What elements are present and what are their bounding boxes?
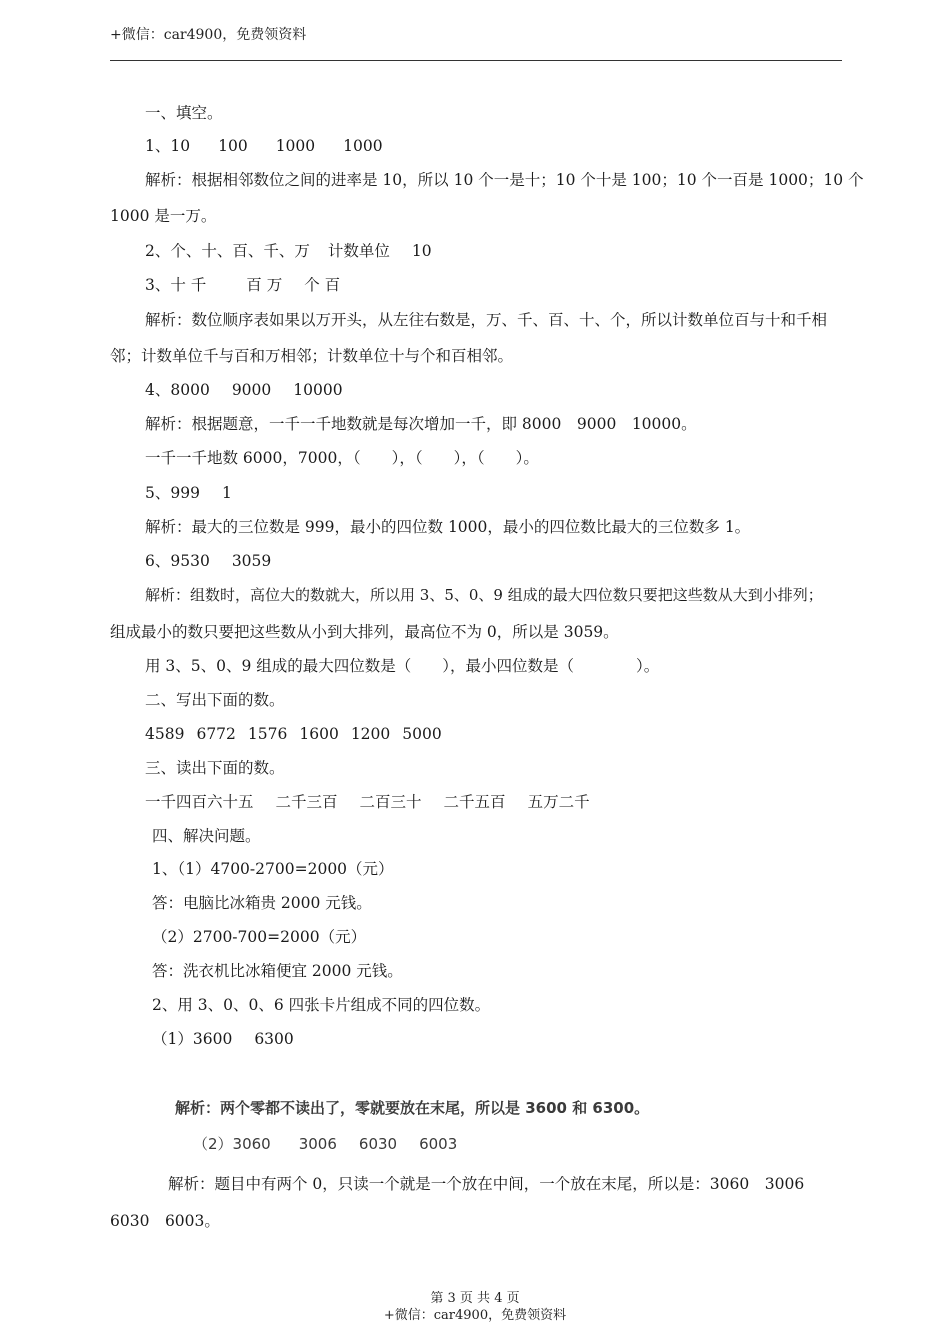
problem-2-answer-2-b: 3006 bbox=[298, 1135, 337, 1153]
problem-2-title: 2、用 3、0、0、6 四张卡片组成不同的四位数。 bbox=[152, 996, 491, 1014]
header-text: +微信：car4900，免费领资料 bbox=[110, 27, 307, 43]
section-4-title: 四、解决问题。 bbox=[152, 827, 261, 845]
explanation-3-line-2: 邻；计数单位千与百和万相邻；计数单位十与个和百相邻。 bbox=[110, 347, 514, 365]
explanation-4: 解析：根据题意，一千一千地数就是每次增加一千，即 8000 9000 10000。 bbox=[145, 415, 697, 433]
problem-2-answer-1 bbox=[152, 1029, 294, 1049]
answer-5-part-a: 5、999 bbox=[145, 484, 200, 502]
explanation-1-line-1: 解析：根据相邻数位之间的进率是 10，所以 10 个一是十；10 个十是 100；10 个一百是 1000；10 个 bbox=[145, 171, 864, 189]
header-divider bbox=[110, 60, 842, 61]
answer-2-part-b: 计数单位 bbox=[327, 242, 390, 260]
answer-1-part-d: 1000 bbox=[343, 137, 383, 155]
footer-text: +微信：car4900，免费领资料 bbox=[383, 1308, 567, 1323]
answer-2-part-a: 2、个、十、百、千、万 bbox=[145, 242, 310, 260]
section-3-title: 三、读出下面的数。 bbox=[145, 759, 285, 777]
answer-6-part-a: 6、9530 bbox=[145, 552, 210, 570]
answer-1 bbox=[145, 136, 383, 156]
answer-2-part-c: 10 bbox=[411, 242, 432, 260]
problem-2-explanation-2-line-2: 6030 6003。 bbox=[110, 1212, 220, 1230]
answer-4-part-c: 10000 bbox=[293, 381, 343, 399]
answer-1-part-a: 1、10 bbox=[145, 137, 191, 155]
answer-3-part-a: 3、十 千 bbox=[145, 276, 207, 294]
explanation-6-line-1: 解析：组数时，高位大的数就大，所以用 3、5、0、9 组成的最大四位数只要把这些数从大到小排列； bbox=[145, 586, 823, 604]
problem-2-answer-2-c: 6030 bbox=[358, 1135, 398, 1153]
answer-2 bbox=[145, 241, 432, 261]
explanation-1-line-2: 1000 是一万。 bbox=[110, 207, 217, 225]
problem-2-answer-2-a: （2）3060 bbox=[193, 1135, 271, 1153]
problem-2-answer-1-b: 6300 bbox=[254, 1030, 294, 1048]
answer-6 bbox=[145, 551, 271, 571]
answer-4-part-a: 4、8000 bbox=[145, 381, 210, 399]
answer-1-part-c: 1000 bbox=[275, 137, 316, 155]
problem-2-answer-2 bbox=[193, 1134, 457, 1154]
answer-5 bbox=[145, 483, 232, 503]
explanation-5: 解析：最大的三位数是 999，最小的四位数 1000，最小的四位数比最大的三位数多 1。 bbox=[145, 518, 751, 536]
word-item: 二百三十 bbox=[359, 793, 422, 811]
problem-1-answer-1: 答：电脑比冰箱贵 2000 元钱。 bbox=[152, 894, 372, 912]
word-item: 一千四百六十五 bbox=[145, 793, 254, 811]
exercise-4-extra: 一千一千地数 6000，7000，（ ），（ ），（ ）。 bbox=[145, 449, 539, 467]
page-number: 第 3 页 共 4 页 bbox=[430, 1291, 520, 1306]
exercise-6-extra: 用 3、5、0、9 组成的最大四位数是（ ），最小四位数是（ ）。 bbox=[145, 657, 660, 675]
word-item: 五万二千 bbox=[527, 793, 590, 811]
answer-3-part-c: 个 百 bbox=[304, 276, 341, 294]
word-item: 二千五百 bbox=[443, 793, 506, 811]
section-3-words bbox=[145, 792, 590, 812]
answer-3 bbox=[145, 275, 340, 295]
number-item: 4589 bbox=[145, 725, 185, 743]
section-2-numbers bbox=[145, 724, 442, 744]
problem-1-part-1: 1、（1）4700-2700=2000（元） bbox=[152, 860, 394, 878]
answer-1-part-b: 100 bbox=[218, 137, 248, 155]
word-item: 二千三百 bbox=[275, 793, 338, 811]
problem-2-explanation-2-line-1: 解析：题目中有两个 0，只读一个就是一个放在中间，一个放在末尾，所以是：3060 3006 bbox=[168, 1175, 805, 1193]
answer-6-part-b: 3059 bbox=[231, 552, 272, 570]
problem-2-answer-1-a: （1）3600 bbox=[152, 1030, 233, 1048]
number-item: 6772 bbox=[196, 725, 236, 743]
section-1-title: 一、填空。 bbox=[145, 104, 223, 122]
answer-4 bbox=[145, 380, 343, 400]
problem-1-part-2: （2）2700-700=2000（元） bbox=[152, 928, 367, 946]
explanation-6-line-2: 组成最小的数只要把这些数从小到大排列，最高位不为 0，所以是 3059。 bbox=[110, 623, 619, 641]
number-item: 1200 bbox=[350, 725, 391, 743]
answer-5-part-b: 1 bbox=[221, 484, 232, 502]
problem-2-answer-2-d: 6003 bbox=[419, 1135, 458, 1153]
answer-3-part-b: 百 万 bbox=[246, 276, 283, 294]
answer-4-part-b: 9000 bbox=[231, 381, 272, 399]
problem-2-explanation-1: 解析：两个零都不读出了，零就要放在末尾，所以是 3600 和 6300。 bbox=[175, 1099, 650, 1117]
number-item: 1576 bbox=[247, 725, 288, 743]
number-item: 1600 bbox=[299, 725, 339, 743]
explanation-3-line-1: 解析：数位顺序表如果以万开头，从左往右数是，万、千、百、十、个，所以计数单位百与十和千相 bbox=[145, 311, 828, 329]
section-2-title: 二、写出下面的数。 bbox=[145, 691, 285, 709]
number-item: 5000 bbox=[402, 725, 442, 743]
problem-1-answer-2: 答：洗衣机比冰箱便宜 2000 元钱。 bbox=[152, 962, 403, 980]
